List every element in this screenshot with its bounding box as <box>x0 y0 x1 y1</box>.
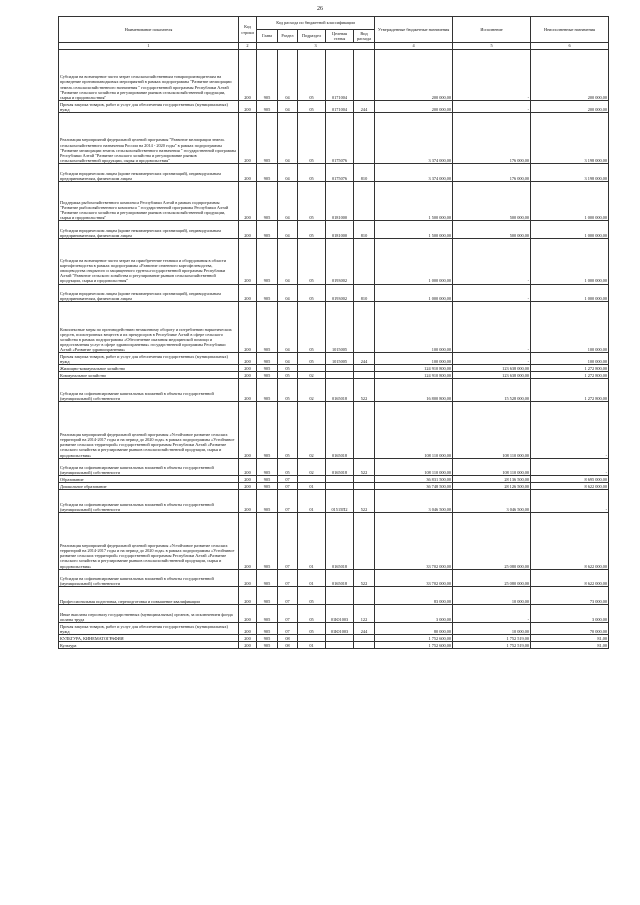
row-approved: 36 831 500,00 <box>375 476 453 483</box>
row-podrazdel: 05 <box>298 100 326 112</box>
row-glava: 905 <box>257 569 278 587</box>
row-glava: 905 <box>257 353 278 365</box>
row-target: 1015005 <box>326 353 354 365</box>
row-vid: 810 <box>354 221 375 239</box>
row-unexecuted: 81,00 <box>531 642 609 649</box>
table-row <box>59 365 609 372</box>
row-code-line: 200 <box>239 490 257 513</box>
table-row <box>59 372 609 379</box>
row-unexecuted: 100 000,00 <box>531 353 609 365</box>
row-razdel: 05 <box>278 372 298 379</box>
row-name: Прочая закупка товаров, работ и услуг для обеспечения государственных (муниципальных) нужд <box>59 353 239 365</box>
row-name: Субсидии на софинансирование капитальных вложений в объекты государственной (муниципальной) собственности <box>59 458 239 476</box>
row-name: Жилищно-коммунальное хозяйство <box>59 365 239 372</box>
row-vid <box>354 302 375 353</box>
column-number-row <box>59 43 609 50</box>
row-target: 0181000 <box>326 181 354 221</box>
row-code-line: 200 <box>239 181 257 221</box>
row-unexecuted: 1 272 800,00 <box>531 372 609 379</box>
row-approved: 108 110 000,00 <box>375 458 453 476</box>
row-vid <box>354 365 375 372</box>
row-unexecuted: 70 000,00 <box>531 623 609 635</box>
row-razdel: 05 <box>278 402 298 458</box>
row-executed: - <box>453 284 531 302</box>
row-code-line: 200 <box>239 221 257 239</box>
row-executed: - <box>453 100 531 112</box>
row-target: 0165018 <box>326 402 354 458</box>
row-target <box>326 476 354 483</box>
row-podrazdel: 01 <box>298 513 326 569</box>
row-vid <box>354 587 375 605</box>
row-unexecuted: 3 000,00 <box>531 605 609 623</box>
header-razdel: Раздел <box>278 30 298 43</box>
row-vid: 810 <box>354 284 375 302</box>
header-target: Целевая статья <box>326 30 354 43</box>
row-code-line: 200 <box>239 476 257 483</box>
row-razdel: 07 <box>278 623 298 635</box>
row-vid <box>354 642 375 649</box>
row-approved: 200 000,00 <box>375 100 453 112</box>
row-glava: 905 <box>257 221 278 239</box>
row-code-line: 200 <box>239 365 257 372</box>
row-code-line: 200 <box>239 113 257 164</box>
header-unexecuted: Неисполненные назначения <box>531 17 609 43</box>
row-vid <box>354 635 375 642</box>
row-executed: 176 000,00 <box>453 163 531 181</box>
row-approved: 100 000,00 <box>375 302 453 353</box>
row-target: 0165018 <box>326 569 354 587</box>
row-glava: 905 <box>257 302 278 353</box>
row-vid: 244 <box>354 623 375 635</box>
row-name: Дошкольное образование <box>59 483 239 490</box>
row-podrazdel <box>298 635 326 642</box>
row-code-line: 200 <box>239 372 257 379</box>
row-razdel: 04 <box>278 353 298 365</box>
row-razdel: 07 <box>278 605 298 623</box>
row-razdel: 07 <box>278 483 298 490</box>
row-unexecuted: 8 622 000,00 <box>531 483 609 490</box>
row-code-line: 200 <box>239 50 257 101</box>
row-executed: 28 126 500,00 <box>453 483 531 490</box>
row-executed: 3 046 500,00 <box>453 490 531 513</box>
row-unexecuted: 200 000,00 <box>531 100 609 112</box>
row-target: 0175076 <box>326 113 354 164</box>
row-unexecuted: - <box>531 402 609 458</box>
row-name: Реализация мероприятий федеральной целевой программы "Развитие мелиорации земель сельскохозяйственного назначения России на 2014 - 2020 годы" в рамках подпрограммы "Развитие мелиорации земель сельскохозяйственного назначения " государственной программы Республики Алтай "Развитие сельского хозяйства и регулирование рынков сельскохозяйственной продукции, сырья и продовольствия" <box>59 113 239 164</box>
row-executed: 25 080 000,00 <box>453 513 531 569</box>
row-glava: 905 <box>257 239 278 284</box>
row-unexecuted: 1 000 000,00 <box>531 284 609 302</box>
row-code-line: 200 <box>239 587 257 605</box>
row-approved: 1 000 000,00 <box>375 239 453 284</box>
row-glava: 905 <box>257 513 278 569</box>
row-executed: 176 000,00 <box>453 113 531 164</box>
table-row <box>59 163 609 181</box>
row-approved: 124 910 800,00 <box>375 372 453 379</box>
row-glava: 905 <box>257 100 278 112</box>
column-number: 1 <box>59 43 239 50</box>
header-executed: Исполнение <box>453 17 531 43</box>
row-podrazdel: 05 <box>298 113 326 164</box>
row-target <box>326 642 354 649</box>
row-podrazdel: 01 <box>298 569 326 587</box>
row-approved: 3 046 500,00 <box>375 490 453 513</box>
row-vid: 810 <box>354 163 375 181</box>
table-header <box>59 17 609 50</box>
row-name: Культура <box>59 642 239 649</box>
table-row <box>59 239 609 284</box>
row-approved: 1 752 600,00 <box>375 635 453 642</box>
row-razdel: 04 <box>278 221 298 239</box>
table-row <box>59 569 609 587</box>
table-row <box>59 50 609 101</box>
row-name: Реализация мероприятий федеральной целевой программы «Устойчивое развитие сельских территорий на 2014-2017 годы и на период до 2020 года» в рамках подпрограммы «Устойчивое развитие сельских территорий» государственной программы Республики Алтай «Развитие сельского хозяйства и регулирование рынков сельскохозяйственной продукции, сырья и продовольствия» <box>59 402 239 458</box>
row-podrazdel: 01 <box>298 483 326 490</box>
row-unexecuted: - <box>531 490 609 513</box>
row-podrazdel: 05 <box>298 605 326 623</box>
row-razdel: 05 <box>278 379 298 402</box>
row-executed: 500 000,00 <box>453 221 531 239</box>
table-body <box>59 50 609 649</box>
row-approved: 3 374 000,00 <box>375 163 453 181</box>
row-podrazdel: 02 <box>298 372 326 379</box>
row-name: Субсидии на софинансирование капитальных вложений в объекты государственной (муниципальной) собственности <box>59 569 239 587</box>
row-glava: 905 <box>257 50 278 101</box>
row-unexecuted: 1 272 800,00 <box>531 365 609 372</box>
row-unexecuted: 3 198 000,00 <box>531 113 609 164</box>
row-razdel: 07 <box>278 569 298 587</box>
row-vid <box>354 113 375 164</box>
row-unexecuted: 200 000,00 <box>531 50 609 101</box>
row-glava: 905 <box>257 372 278 379</box>
row-code-line: 200 <box>239 458 257 476</box>
header-approved: Утвержденные бюджетные назначения <box>375 17 453 43</box>
header-name: Наименование показателя <box>59 17 239 43</box>
row-target <box>326 483 354 490</box>
table-row <box>59 623 609 635</box>
row-target: 0171004 <box>326 50 354 101</box>
row-vid <box>354 50 375 101</box>
row-executed: 123 638 000,00 <box>453 365 531 372</box>
table-row <box>59 402 609 458</box>
row-executed: 1 752 519,00 <box>453 635 531 642</box>
row-unexecuted: 1 000 000,00 <box>531 239 609 284</box>
row-target: 0181000 <box>326 221 354 239</box>
row-code-line: 200 <box>239 635 257 642</box>
expenditure-table <box>58 16 609 649</box>
row-approved: 83 000,00 <box>375 587 453 605</box>
row-code-line: 200 <box>239 379 257 402</box>
table-row <box>59 181 609 221</box>
row-razdel: 04 <box>278 181 298 221</box>
row-unexecuted: 81,00 <box>531 635 609 642</box>
row-razdel: 04 <box>278 302 298 353</box>
row-name: Прочая закупка товаров, работ и услуг для обеспечения государственных (муниципальных) нужд <box>59 100 239 112</box>
table-row <box>59 642 609 649</box>
row-approved: 1 500 000,00 <box>375 181 453 221</box>
row-glava: 905 <box>257 476 278 483</box>
row-podrazdel: 05 <box>298 284 326 302</box>
column-number: 5 <box>453 43 531 50</box>
row-razdel: 07 <box>278 490 298 513</box>
table-row <box>59 587 609 605</box>
row-executed: - <box>453 605 531 623</box>
row-unexecuted: 8 622 000,00 <box>531 513 609 569</box>
row-podrazdel: 05 <box>298 50 326 101</box>
row-razdel: 07 <box>278 587 298 605</box>
header-glava: Глава <box>257 30 278 43</box>
row-name: Реализация мероприятий федеральной целевой программы «Устойчивое развитие сельских территорий на 2014-2017 годы и на период до 2020 года» в рамках подпрограммы «Устойчивое развитие сельских территорий» государственной программы Республики Алтай «Развитие сельского хозяйства и регулирование рынков сельскохозяйственной продукции, сырья и продовольствия» <box>59 513 239 569</box>
row-podrazdel: 05 <box>298 353 326 365</box>
column-number: 3 <box>257 43 375 50</box>
table-row <box>59 458 609 476</box>
row-target: 01Ю1003 <box>326 623 354 635</box>
row-unexecuted: 100 000,00 <box>531 302 609 353</box>
table-row <box>59 302 609 353</box>
row-target <box>326 365 354 372</box>
row-podrazdel: 05 <box>298 163 326 181</box>
row-name: Образование <box>59 476 239 483</box>
row-executed: - <box>453 353 531 365</box>
row-podrazdel <box>298 476 326 483</box>
table-row <box>59 379 609 402</box>
table-row <box>59 100 609 112</box>
row-code-line: 200 <box>239 513 257 569</box>
row-vid: 244 <box>354 353 375 365</box>
row-name: Комплексные меры по противодействию незаконному обороту и потреблению наркотических средств, психотропных веществ и их прекурсоров в Республике Алтай в сфере сельского хозяйства в рамках подпрограммы «Обеспечение оказания медицинской помощи и предоставления услуг в сфере здравоохранения» государственной программы Республики Алтай «Развитие здравоохранения» <box>59 302 239 353</box>
row-target: 0165018 <box>326 513 354 569</box>
row-name: КУЛЬТУРА, КИНЕМАТОГРАФИЯ <box>59 635 239 642</box>
row-approved: 3 000,00 <box>375 605 453 623</box>
row-code-line: 200 <box>239 623 257 635</box>
row-executed: 28 136 500,00 <box>453 476 531 483</box>
row-name: Субсидии на софинансирование капитальных вложений в объекты государственной (муниципальной) собственности <box>59 379 239 402</box>
row-glava: 905 <box>257 458 278 476</box>
row-glava: 905 <box>257 284 278 302</box>
row-glava: 905 <box>257 623 278 635</box>
row-executed: 123 638 000,00 <box>453 372 531 379</box>
row-unexecuted: - <box>531 458 609 476</box>
row-target: 0193002 <box>326 284 354 302</box>
row-razdel: 04 <box>278 239 298 284</box>
row-code-line: 200 <box>239 353 257 365</box>
row-executed: 10 000,00 <box>453 587 531 605</box>
row-razdel: 05 <box>278 458 298 476</box>
row-unexecuted: 3 198 000,00 <box>531 163 609 181</box>
row-approved: 36 748 500,00 <box>375 483 453 490</box>
row-razdel: 04 <box>278 113 298 164</box>
row-vid: 244 <box>354 100 375 112</box>
row-executed: - <box>453 239 531 284</box>
row-vid: 522 <box>354 569 375 587</box>
row-vid: 522 <box>354 458 375 476</box>
row-name: Субсидии на софинансирование капитальных вложений в объекты государственной (муниципальной) собственности <box>59 490 239 513</box>
row-name: Коммунальное хозяйство <box>59 372 239 379</box>
row-approved: 3 374 000,00 <box>375 113 453 164</box>
row-vid: 122 <box>354 605 375 623</box>
row-name: Субсидии юридическим лицам (кроме некоммерческих организаций), индивидуальным предпринимателям, физическим лицам <box>59 163 239 181</box>
column-number: 4 <box>375 43 453 50</box>
table-row <box>59 113 609 164</box>
row-razdel: 05 <box>278 365 298 372</box>
header-code-line: Код строки <box>239 17 257 43</box>
row-podrazdel: 02 <box>298 379 326 402</box>
row-razdel: 08 <box>278 635 298 642</box>
row-vid <box>354 476 375 483</box>
row-target: 0171004 <box>326 100 354 112</box>
row-code-line: 200 <box>239 483 257 490</box>
row-approved: 100 000,00 <box>375 353 453 365</box>
row-executed: 15 528 000,00 <box>453 379 531 402</box>
row-code-line: 200 <box>239 100 257 112</box>
row-glava: 905 <box>257 365 278 372</box>
row-vid: 522 <box>354 490 375 513</box>
row-target: 0175076 <box>326 163 354 181</box>
row-target: 0165018 <box>326 458 354 476</box>
row-code-line: 200 <box>239 239 257 284</box>
row-approved: 108 110 000,00 <box>375 402 453 458</box>
table-row <box>59 635 609 642</box>
row-code-line: 200 <box>239 163 257 181</box>
row-glava: 905 <box>257 587 278 605</box>
row-name: Прочая закупка товаров, работ и услуг для обеспечения государственных (муниципальных) нужд <box>59 623 239 635</box>
row-podrazdel: 01 <box>298 642 326 649</box>
row-name: Субсидии на возмещение части затрат сельскохозяйственным товаропроизводителям на проведение противопаводковых мероприятий в рамках подпрограммы "Развитие мелиорации земель сельскохозяйственного назначения " государственной программы Республики Алтай "Развитие сельского хозяйства и регулирование рынков сельскохозяйственной продукции, сырья и продовольствия" <box>59 50 239 101</box>
row-target: 0165018 <box>326 379 354 402</box>
row-executed: 25 080 000,00 <box>453 569 531 587</box>
row-executed: 1 752 519,00 <box>453 642 531 649</box>
row-name: Поддержка рыбохозяйственного комплекса Республики Алтай в рамках подпрограммы "Развитие рыбохозяйственного комплекса " государственной программы Республики Алтай "Развитие сельского хозяйства и регулирование рынков сельскохозяйственной продукции, сырья и продовольствия" <box>59 181 239 221</box>
row-razdel: 04 <box>278 100 298 112</box>
row-podrazdel: 05 <box>298 239 326 284</box>
row-approved: 1 752 600,00 <box>375 642 453 649</box>
row-target <box>326 587 354 605</box>
row-unexecuted: 1 000 000,00 <box>531 181 609 221</box>
row-vid <box>354 513 375 569</box>
table-row <box>59 605 609 623</box>
row-podrazdel: 05 <box>298 302 326 353</box>
row-podrazdel: 05 <box>298 221 326 239</box>
row-vid <box>354 181 375 221</box>
row-glava: 905 <box>257 490 278 513</box>
table-row <box>59 513 609 569</box>
row-code-line: 200 <box>239 605 257 623</box>
row-executed: 10 000,00 <box>453 623 531 635</box>
row-vid: 522 <box>354 379 375 402</box>
row-target <box>326 372 354 379</box>
row-name: Иные выплаты персоналу государственных (муниципальных) органов, за исключением фонда оплаты труда <box>59 605 239 623</box>
row-unexecuted: 1 272 800,00 <box>531 379 609 402</box>
row-executed: - <box>453 302 531 353</box>
row-name: Субсидии юридическим лицам (кроме некоммерческих организаций), индивидуальным предпринимателям, физическим лицам <box>59 221 239 239</box>
row-approved: 33 702 000,00 <box>375 513 453 569</box>
row-unexecuted: 73 000,00 <box>531 587 609 605</box>
row-target: 01Ю1003 <box>326 605 354 623</box>
row-target: 01515П2 <box>326 490 354 513</box>
row-approved: 80 000,00 <box>375 623 453 635</box>
row-glava: 905 <box>257 483 278 490</box>
row-razdel: 07 <box>278 476 298 483</box>
row-code-line: 200 <box>239 569 257 587</box>
row-approved: 16 800 800,00 <box>375 379 453 402</box>
page-number: 26 <box>317 6 323 12</box>
row-name: Профессиональная подготовка, переподготовка и повышение квалификации <box>59 587 239 605</box>
row-name: Субсидии юридическим лицам (кроме некоммерческих организаций), индивидуальным предпринимателям, физическим лицам <box>59 284 239 302</box>
table-row <box>59 221 609 239</box>
row-podrazdel: 05 <box>298 623 326 635</box>
row-glava: 905 <box>257 402 278 458</box>
column-number: 6 <box>531 43 609 50</box>
row-approved: 200 000,00 <box>375 50 453 101</box>
row-executed: 500 000,00 <box>453 181 531 221</box>
row-name: Субсидии на возмещение части затрат на приобретение техники и оборудования в области картофелеводства в рамках подпрограммы «Развитие семенного картофелеводства, овощеводства открытого и защищенного грунта»государственной программы Республики Алтай "Развитие сельского хозяйства и регулирование рынков сельскохозяйственной продукции, сырья и продовольствия" <box>59 239 239 284</box>
row-podrazdel: 05 <box>298 181 326 221</box>
row-glava: 905 <box>257 642 278 649</box>
row-razdel: 08 <box>278 642 298 649</box>
row-code-line: 200 <box>239 642 257 649</box>
row-vid <box>354 483 375 490</box>
row-approved: 124 910 800,00 <box>375 365 453 372</box>
header-vid: Вид расхода <box>354 30 375 43</box>
table-row <box>59 483 609 490</box>
row-approved: 33 702 000,00 <box>375 569 453 587</box>
row-approved: 1 500 000,00 <box>375 221 453 239</box>
table-row <box>59 490 609 513</box>
row-executed: 108 110 000,00 <box>453 458 531 476</box>
row-code-line: 200 <box>239 284 257 302</box>
row-razdel: 04 <box>278 50 298 101</box>
row-approved: 1 000 000,00 <box>375 284 453 302</box>
row-target <box>326 635 354 642</box>
row-target: 1015005 <box>326 302 354 353</box>
row-podrazdel <box>298 365 326 372</box>
row-code-line: 200 <box>239 302 257 353</box>
column-number: 2 <box>239 43 257 50</box>
table-row <box>59 284 609 302</box>
row-vid <box>354 239 375 284</box>
row-glava: 905 <box>257 113 278 164</box>
header-budget-classification: Код расхода по бюджетной классификации <box>257 17 375 30</box>
row-glava: 905 <box>257 163 278 181</box>
row-executed: - <box>453 50 531 101</box>
row-podrazdel: 05 <box>298 587 326 605</box>
row-podrazdel: 02 <box>298 402 326 458</box>
row-executed: 108 110 000,00 <box>453 402 531 458</box>
table-row <box>59 476 609 483</box>
row-razdel: 04 <box>278 284 298 302</box>
row-glava: 905 <box>257 635 278 642</box>
row-glava: 905 <box>257 379 278 402</box>
row-glava: 905 <box>257 181 278 221</box>
row-unexecuted: 8 695 000,00 <box>531 476 609 483</box>
row-vid <box>354 402 375 458</box>
row-target: 0193002 <box>326 239 354 284</box>
row-podrazdel: 02 <box>298 458 326 476</box>
row-unexecuted: 1 000 000,00 <box>531 221 609 239</box>
table-row <box>59 353 609 365</box>
row-razdel: 07 <box>278 513 298 569</box>
row-unexecuted: 8 622 000,00 <box>531 569 609 587</box>
row-razdel: 04 <box>278 163 298 181</box>
row-code-line: 200 <box>239 402 257 458</box>
row-vid <box>354 372 375 379</box>
row-glava: 905 <box>257 605 278 623</box>
header-podrazdel: Подраздел <box>298 30 326 43</box>
row-podrazdel: 01 <box>298 490 326 513</box>
